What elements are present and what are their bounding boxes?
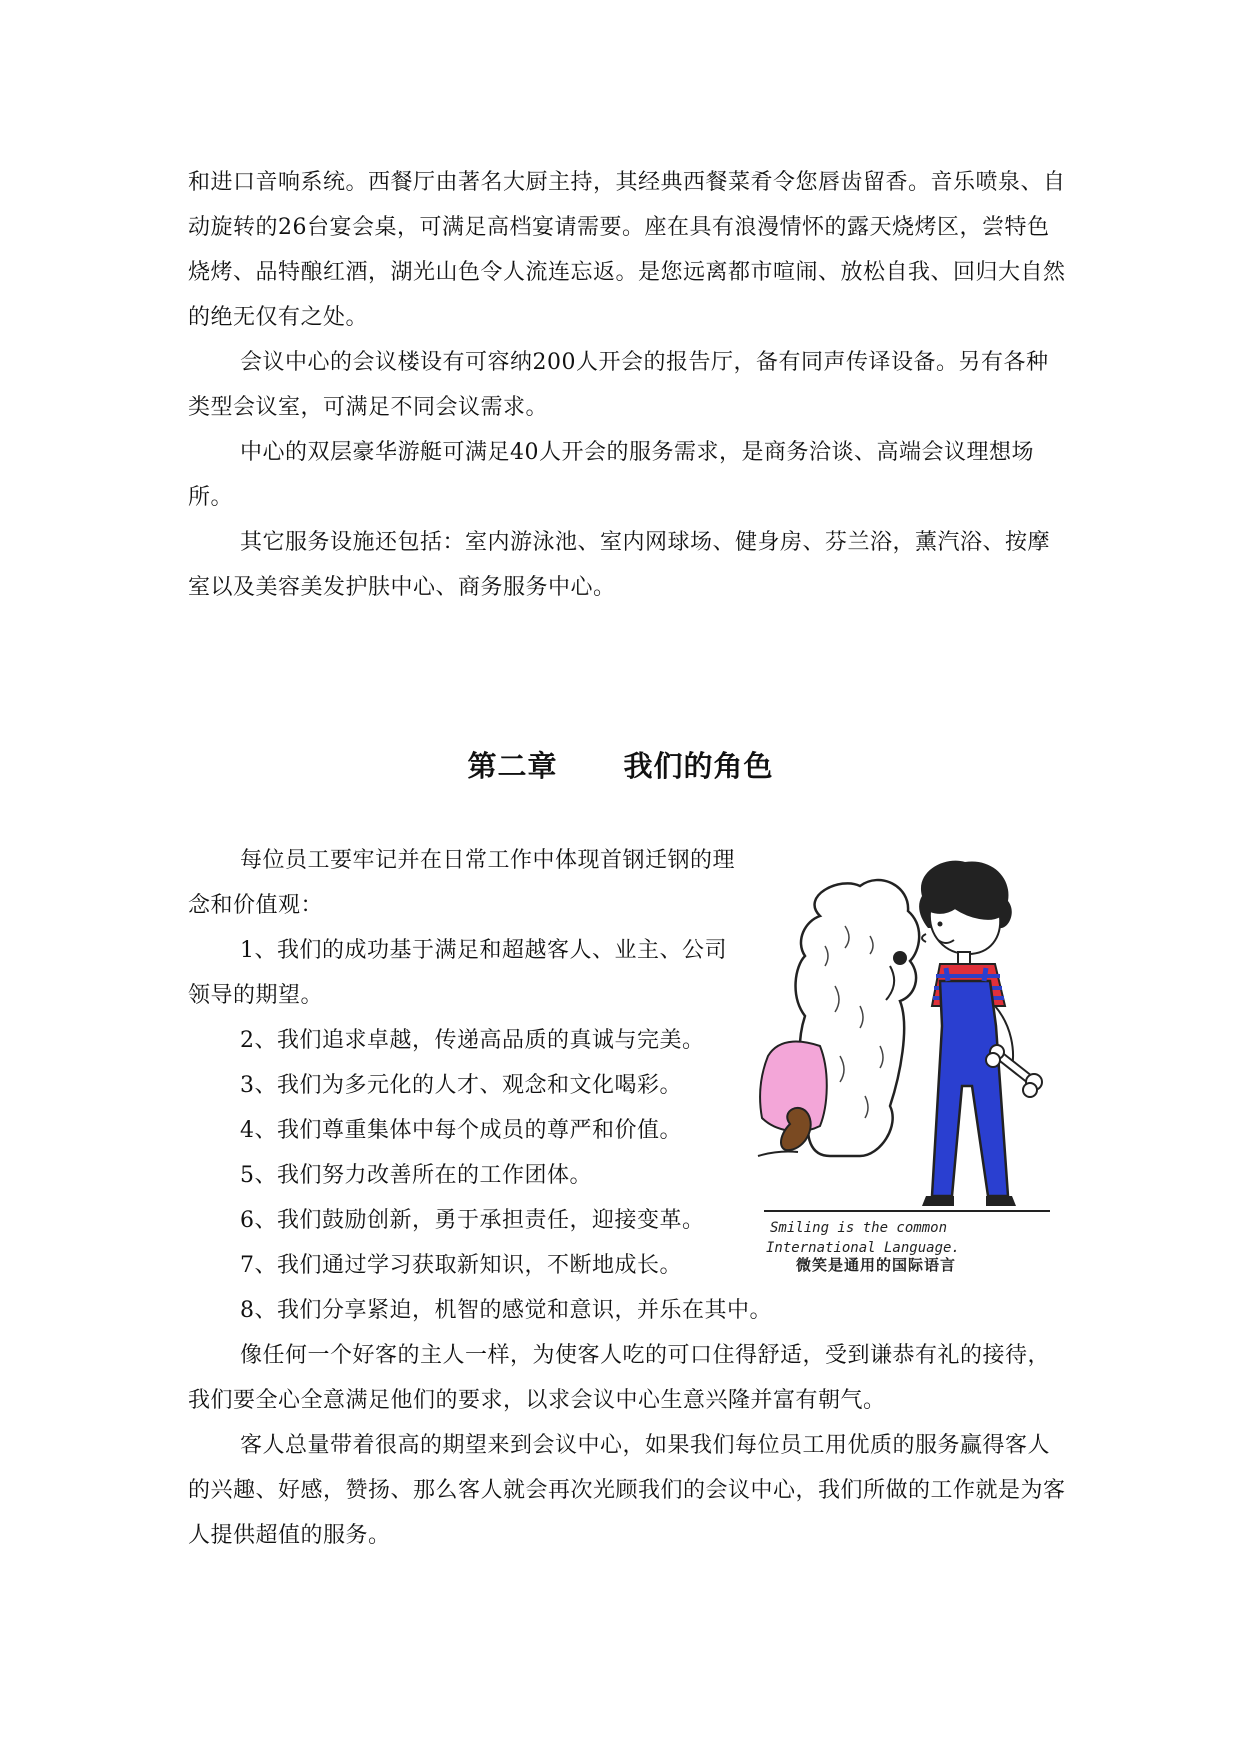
closing-section [188,1288,1068,1558]
chapter-number: 第二章 [467,749,558,783]
paragraph-hospitality: 像任何一个好客的主人一样，为使客人吃的可口住得舒适，受到谦恭有礼的接待，我们要全心全意满足他们的要求，以求会议中心生意兴隆并富有朝气。 [188,1343,1051,1413]
value-item: 2、我们追求卓越，传递高品质的真诚与完美。 [240,1028,705,1053]
dog-figure [758,880,919,1156]
value-item: 4、我们尊重集体中每个成员的尊严和价值。 [240,1118,682,1143]
value-item: 6、我们鼓励创新，勇于承担责任，迎接变革。 [240,1208,705,1233]
values-column [188,838,743,1288]
caption-en-line1: Smiling is the common [770,1220,948,1236]
value-item-8: 8、我们分享紧迫，机智的感觉和意识，并乐在其中。 [240,1298,772,1323]
value-item: 7、我们通过学习获取新知识，不断地成长。 [240,1253,682,1278]
paragraph-meeting-building: 会议中心的会议楼设有可容纳200人开会的报告厅，备有同声传译设备。另有各种类型会议室，可满足不同会议需求。 [188,350,1049,420]
value-item: 1、我们的成功基于满足和超越客人、业主、公司领导的期望。 [188,938,727,1008]
chapter-heading [0,744,1241,788]
value-item: 5、我们努力改善所在的工作团体。 [240,1163,592,1188]
paragraph-facilities: 和进口音响系统。西餐厅由著名大厨主持，其经典西餐菜肴令您唇齿留香。音乐喷泉、自动旋转的26台宴会桌，可满足高档宴请需要。座在具有浪漫情怀的露天烧烤区，尝特色烧烤、品特酿红酒，湖光山色令人流连忘返。是您远离都市喧闹、放松自我、回归大自然的绝无仅有之处。 [188,170,1066,330]
value-item: 3、我们为多元化的人才、观念和文化喝彩。 [240,1073,682,1098]
cartoon-illustration [750,856,1062,1260]
paragraph-expectations: 客人总量带着很高的期望来到会议中心，如果我们每位员工用优质的服务赢得客人的兴趣、好感，赞扬、那么客人就会再次光顾我们的会议中心，我们所做的工作就是为客人提供超值的服务。 [188,1433,1066,1548]
chapter-title: 我们的角色 [623,749,774,783]
paragraph-yacht: 中心的双层豪华游艇可满足40人开会的服务需求，是商务洽谈、高端会议理想场所。 [188,440,1034,510]
caption-cn: 微笑是通用的国际语言 [796,1256,957,1274]
paragraph-other-services: 其它服务设施还包括：室内游泳池、室内网球场、健身房、芬兰浴，薰汽浴、按摩室以及美容美发护肤中心、商务服务中心。 [188,530,1051,600]
values-intro: 每位员工要牢记并在日常工作中体现首钢迁钢的理念和价值观： [188,848,736,918]
caption-en-line2: International Language. [766,1240,960,1256]
boy-figure [919,861,1042,1206]
